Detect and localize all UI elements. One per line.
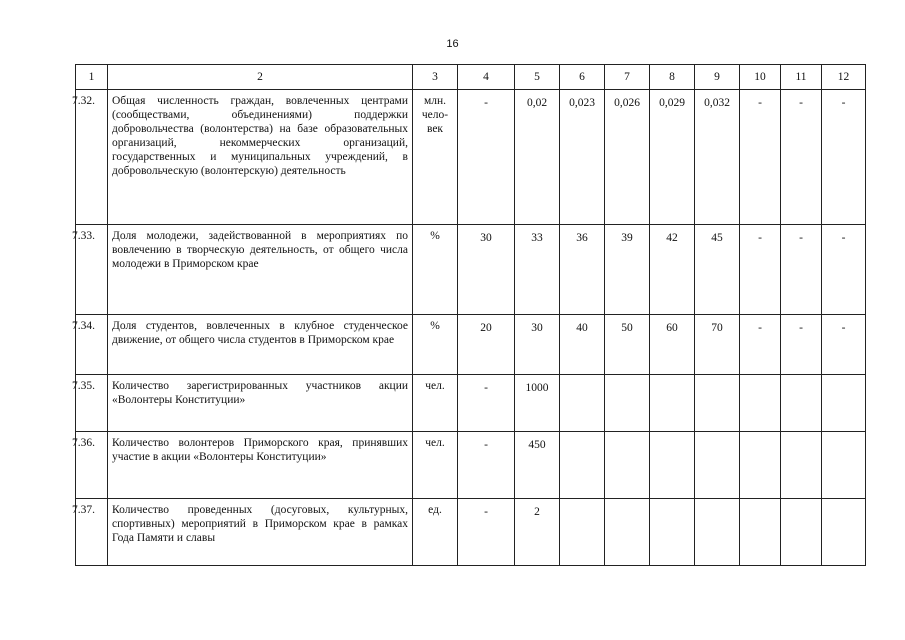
value-cell bbox=[695, 499, 740, 566]
value-cell: - bbox=[740, 225, 781, 315]
value-cell: 36 bbox=[560, 225, 605, 315]
indicator-description-cell bbox=[108, 315, 413, 375]
value-cell bbox=[781, 499, 822, 566]
value-cell: 30 bbox=[458, 225, 515, 315]
value-cell: 33 bbox=[515, 225, 560, 315]
value-cell bbox=[822, 499, 866, 566]
value-cell bbox=[650, 375, 695, 432]
row-id-cell bbox=[72, 315, 108, 375]
column-header: 7 bbox=[605, 65, 650, 90]
value-cell bbox=[695, 432, 740, 499]
value-cell: - bbox=[740, 90, 781, 225]
indicator-description: Количество проведенных (досуговых, культурных, спортивных) мероприятий в Приморском крае в рамках Года Памяти и славы bbox=[112, 504, 408, 544]
value-cell: - bbox=[458, 375, 515, 432]
table-row bbox=[76, 225, 866, 315]
row-id-cell bbox=[72, 225, 108, 315]
value-cell: 0,023 bbox=[560, 90, 605, 225]
column-header: 10 bbox=[740, 65, 781, 90]
value-cell: 450 bbox=[515, 432, 560, 499]
value-cell: 30 bbox=[515, 315, 560, 375]
table-header-row bbox=[76, 65, 866, 90]
value-cell: - bbox=[822, 225, 866, 315]
column-header: 8 bbox=[650, 65, 695, 90]
indicator-description: Доля студентов, вовлеченных в клубное студенческое движение, от общего числа студентов в Приморском крае bbox=[112, 320, 408, 346]
value-cell: - bbox=[781, 315, 822, 375]
value-cell: 0,026 bbox=[605, 90, 650, 225]
value-cell bbox=[822, 432, 866, 499]
value-cell: 39 bbox=[605, 225, 650, 315]
value-cell: 50 bbox=[605, 315, 650, 375]
row-id: 7.33. bbox=[72, 230, 95, 242]
value-cell: 60 bbox=[650, 315, 695, 375]
page-number: 16 bbox=[446, 38, 459, 50]
unit-cell: млн. чело-век bbox=[413, 90, 458, 225]
unit-cell: ед. bbox=[413, 499, 458, 566]
value-cell bbox=[781, 432, 822, 499]
row-id: 7.32. bbox=[72, 95, 95, 107]
value-cell: - bbox=[781, 225, 822, 315]
value-cell: - bbox=[822, 315, 866, 375]
column-header: 12 bbox=[822, 65, 866, 90]
indicator-description-cell bbox=[108, 432, 413, 499]
table-row bbox=[76, 315, 866, 375]
value-cell bbox=[781, 375, 822, 432]
column-header: 9 bbox=[695, 65, 740, 90]
column-header: 6 bbox=[560, 65, 605, 90]
value-cell: - bbox=[458, 432, 515, 499]
column-header: 5 bbox=[515, 65, 560, 90]
value-cell bbox=[740, 432, 781, 499]
value-cell: 70 bbox=[695, 315, 740, 375]
row-id-cell bbox=[72, 375, 108, 432]
indicator-description-cell bbox=[108, 225, 413, 315]
value-cell: 40 bbox=[560, 315, 605, 375]
value-cell bbox=[650, 499, 695, 566]
value-cell bbox=[695, 375, 740, 432]
value-cell bbox=[560, 432, 605, 499]
value-cell bbox=[605, 375, 650, 432]
column-header: 2 bbox=[108, 65, 413, 90]
value-cell bbox=[605, 499, 650, 566]
indicators-table bbox=[72, 64, 866, 566]
value-cell bbox=[560, 499, 605, 566]
unit-cell: % bbox=[413, 225, 458, 315]
indicator-description: Общая численность граждан, вовлеченных центрами (сообществами, объединениями) поддержки добровольчества (волонтерства) на базе образовательных организаций, некоммерческих организаций, государственных и муниципальных учреждений, в добровольческую (волонтерскую) деятельность bbox=[112, 95, 408, 177]
row-id: 7.34. bbox=[72, 320, 95, 332]
value-cell bbox=[605, 432, 650, 499]
row-id: 7.36. bbox=[72, 437, 95, 449]
value-cell: 20 bbox=[458, 315, 515, 375]
value-cell: 0,029 bbox=[650, 90, 695, 225]
indicator-description-cell bbox=[108, 499, 413, 566]
unit-cell: чел. bbox=[413, 375, 458, 432]
value-cell: 42 bbox=[650, 225, 695, 315]
table-row bbox=[76, 432, 866, 499]
indicator-description: Количество зарегистрированных участников акции «Волонтеры Конституции» bbox=[112, 380, 408, 406]
row-id-cell bbox=[72, 432, 108, 499]
unit-cell: чел. bbox=[413, 432, 458, 499]
column-header: 4 bbox=[458, 65, 515, 90]
unit-cell: % bbox=[413, 315, 458, 375]
column-header: 11 bbox=[781, 65, 822, 90]
indicator-description-cell bbox=[108, 90, 413, 225]
value-cell bbox=[560, 375, 605, 432]
value-cell: 0,032 bbox=[695, 90, 740, 225]
value-cell: 0,02 bbox=[515, 90, 560, 225]
row-id-cell bbox=[72, 499, 108, 566]
row-id: 7.37. bbox=[72, 504, 95, 516]
table-row bbox=[76, 499, 866, 566]
column-header: 1 bbox=[76, 65, 108, 90]
column-header: 3 bbox=[413, 65, 458, 90]
row-id-cell bbox=[72, 90, 108, 225]
value-cell: - bbox=[822, 90, 866, 225]
value-cell bbox=[650, 432, 695, 499]
indicator-description: Доля молодежи, задействованной в мероприятиях по вовлечению в творческую деятельность, от общего числа молодежи в Приморском крае bbox=[112, 230, 408, 270]
value-cell bbox=[740, 499, 781, 566]
row-id: 7.35. bbox=[72, 380, 95, 392]
value-cell: 2 bbox=[515, 499, 560, 566]
value-cell bbox=[740, 375, 781, 432]
indicator-description: Количество волонтеров Приморского края, принявших участие в акции «Волонтеры Конституции» bbox=[112, 437, 408, 463]
value-cell: - bbox=[458, 90, 515, 225]
indicator-description-cell bbox=[108, 375, 413, 432]
value-cell bbox=[822, 375, 866, 432]
value-cell: 1000 bbox=[515, 375, 560, 432]
table-row bbox=[76, 375, 866, 432]
value-cell: - bbox=[781, 90, 822, 225]
value-cell: 45 bbox=[695, 225, 740, 315]
value-cell: - bbox=[458, 499, 515, 566]
table-row bbox=[76, 90, 866, 225]
value-cell: - bbox=[740, 315, 781, 375]
